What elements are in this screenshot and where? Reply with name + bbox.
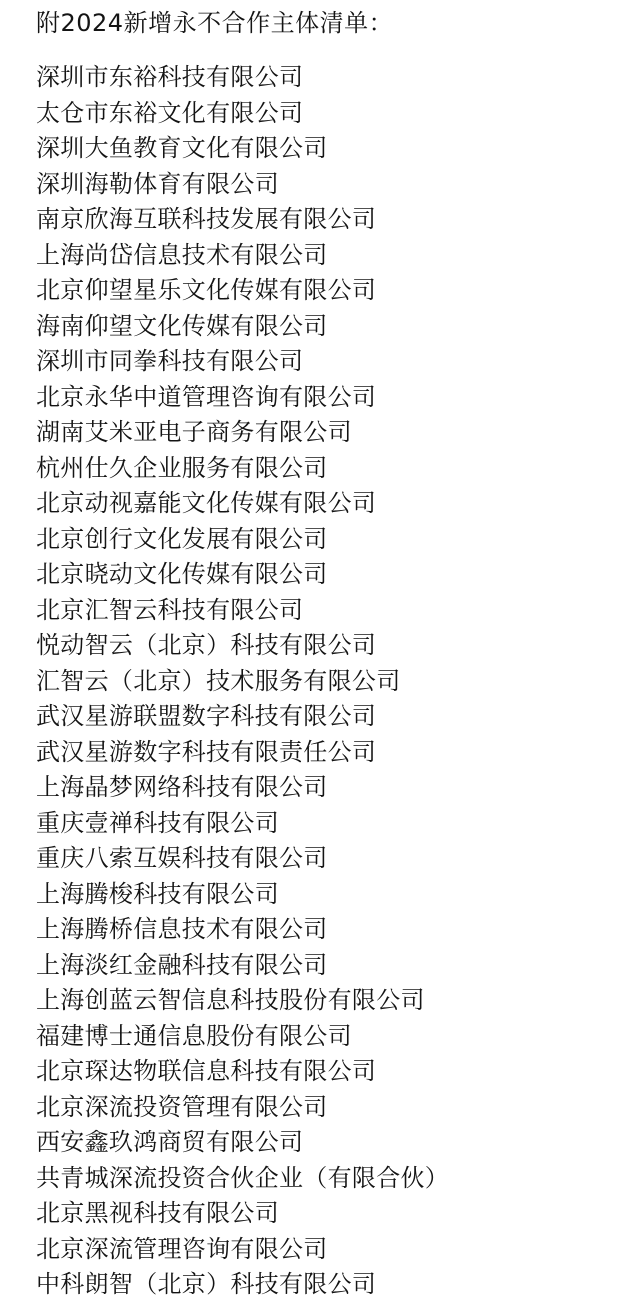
- document-heading: 附2024新增永不合作主体清单：: [36, 9, 394, 37]
- entity-list-item: 福建博士通信息股份有限公司: [36, 1021, 352, 1050]
- entity-list-item: 中科朗智（北京）科技有限公司: [36, 1270, 377, 1298]
- entity-list-item: 重庆八索互娱科技有限公司: [36, 844, 328, 872]
- entity-list-item: 汇智云（北京）技术服务有限公司: [36, 666, 401, 695]
- entity-list-item: 湖南艾米亚电子商务有限公司: [36, 418, 352, 446]
- entity-list-item: 上海晶梦网络科技有限公司: [36, 773, 328, 801]
- entity-list-item: 海南仰望文化传媒有限公司: [36, 311, 328, 340]
- entity-list-item: 北京深流投资管理有限公司: [36, 1092, 328, 1121]
- entity-list-item: 悦动智云（北京）科技有限公司: [36, 631, 377, 659]
- entity-list-item: 北京动视嘉能文化传媒有限公司: [36, 489, 377, 517]
- entity-list-item: 北京琛达物联信息科技有限公司: [36, 1057, 377, 1085]
- entity-list-item: 武汉星游数字科技有限责任公司: [36, 737, 377, 766]
- entity-list-item: 深圳市同拳科技有限公司: [36, 347, 304, 375]
- entity-list-item: 北京仰望星乐文化传媒有限公司: [36, 276, 377, 304]
- entity-list-item: 北京晓动文化传媒有限公司: [36, 560, 328, 588]
- entity-list-item: 北京深流管理咨询有限公司: [36, 1234, 328, 1263]
- entity-list-item: 杭州仕久企业服务有限公司: [36, 453, 328, 482]
- entity-list-item: 上海创蓝云智信息科技股份有限公司: [36, 986, 425, 1014]
- entity-list-item: 南京欣海互联科技发展有限公司: [36, 205, 377, 233]
- entity-list-item: 深圳海勒体育有限公司: [36, 169, 279, 198]
- entity-list-item: 武汉星游联盟数字科技有限公司: [36, 702, 377, 730]
- entity-list-item: 深圳大鱼教育文化有限公司: [36, 134, 328, 162]
- entity-list-item: 共青城深流投资合伙企业（有限合伙）: [36, 1163, 450, 1192]
- entity-list-item: 太仓市东裕文化有限公司: [36, 98, 304, 127]
- entity-list-item: 北京汇智云科技有限公司: [36, 595, 304, 624]
- entity-list: [36, 60, 449, 1303]
- entity-list-item: 北京永华中道管理咨询有限公司: [36, 382, 377, 411]
- entity-list-item: 北京创行文化发展有限公司: [36, 524, 328, 553]
- entity-list-item: 深圳市东裕科技有限公司: [36, 63, 304, 91]
- entity-list-item: 上海腾梭科技有限公司: [36, 879, 279, 908]
- entity-list-item: 上海尚岱信息技术有限公司: [36, 240, 328, 269]
- entity-list-item: 重庆壹禅科技有限公司: [36, 808, 279, 837]
- entity-list-item: 上海淡红金融科技有限公司: [36, 950, 328, 979]
- entity-list-item: 西安鑫玖鸿商贸有限公司: [36, 1128, 304, 1156]
- entity-list-item: 上海腾桥信息技术有限公司: [36, 915, 328, 943]
- entity-list-item: 北京黑视科技有限公司: [36, 1199, 279, 1227]
